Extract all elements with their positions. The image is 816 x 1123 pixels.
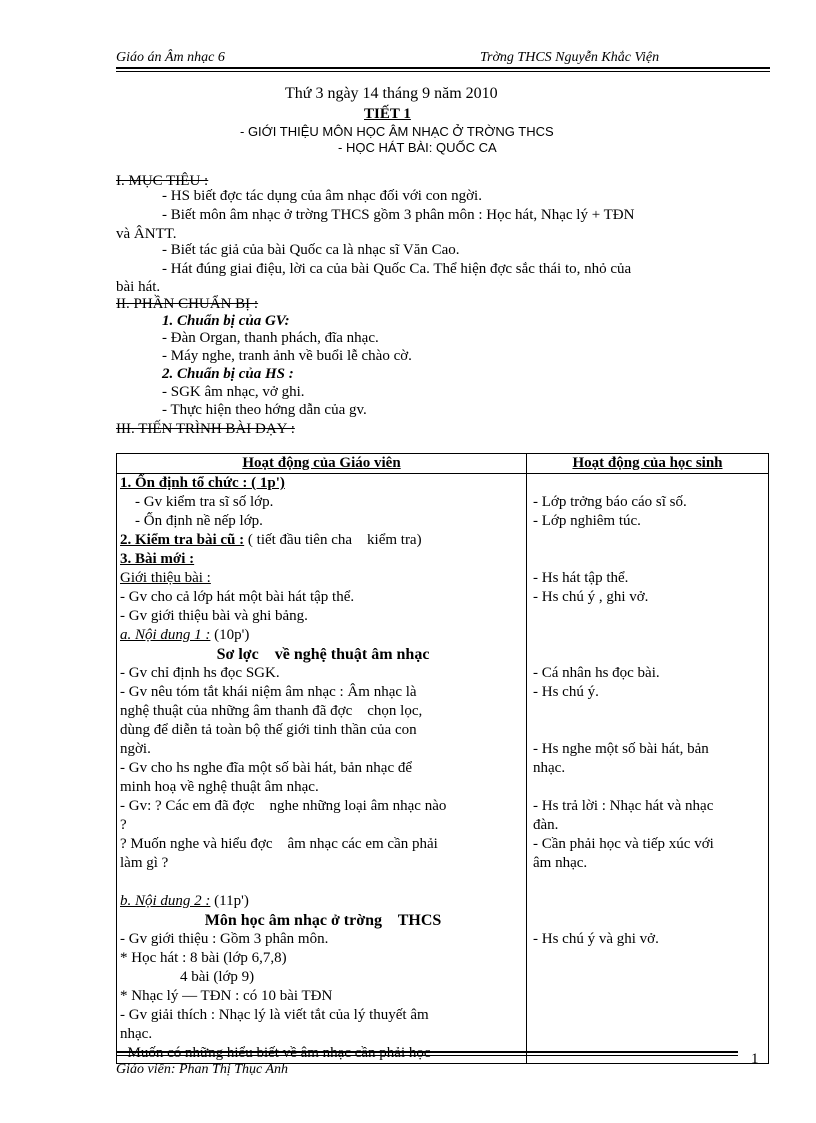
student-activity-line bbox=[533, 778, 768, 797]
teacher-activity-line: 1. Ổn định tổ chức : ( 1p') bbox=[120, 475, 285, 491]
teacher-activity-line: nhạc. bbox=[120, 1026, 153, 1042]
student-prep-item: - SGK âm nhạc, vở ghi. bbox=[162, 384, 305, 400]
student-activity-line: - Cá nhân hs đọc bài. bbox=[533, 665, 660, 681]
student-activity-line bbox=[533, 550, 768, 569]
teacher-activity-line: ngời. bbox=[120, 741, 151, 757]
teacher-activity-line: - Gv cho cả lớp hát một bài hát tập thể. bbox=[120, 589, 355, 605]
student-column-header: Hoạt động của học sinh bbox=[527, 454, 769, 474]
student-activity-line bbox=[533, 911, 768, 930]
student-activity-line bbox=[533, 702, 768, 721]
student-activity-line: - Hs nghe một số bài hát, bản bbox=[533, 741, 709, 757]
student-activity-line: - Lớp nghiêm túc. bbox=[533, 513, 641, 529]
lesson-plan-body bbox=[117, 474, 769, 1064]
teacher-activity-line: Môn học âm nhạc ở trờng THCS bbox=[204, 912, 442, 929]
lesson-title-1: - GIỚI THIỆU MÔN HỌC ÂM NHẠC Ở TRỜNG THCS bbox=[240, 124, 554, 139]
student-activity-line bbox=[533, 607, 768, 626]
teacher-activity-line: - Gv cho hs nghe đĩa một số bài hát, bản nhạc để bbox=[120, 760, 413, 776]
preparation-heading: II. PHẦN CHUẨN BỊ : bbox=[116, 296, 259, 312]
student-activity-line bbox=[533, 645, 768, 664]
teacher-activity-line: - Ổn định nề nếp lớp. bbox=[120, 513, 263, 529]
teacher-prep-heading: 1. Chuẩn bị của GV: bbox=[162, 313, 290, 329]
teacher-prep-item: - Máy nghe, tranh ảnh về buổi lễ chào cờ. bbox=[162, 348, 412, 364]
student-activity-line: đàn. bbox=[533, 817, 559, 833]
teacher-activity-line: dùng để diễn tả toàn bộ thế giới tinh thần của con bbox=[120, 722, 417, 738]
student-activity-line bbox=[533, 1044, 768, 1063]
objective-item: - HS biết đợc tác dụng của âm nhạc đối với con ngời. bbox=[162, 188, 482, 204]
student-activity-line bbox=[533, 1025, 768, 1044]
footer-rule-thin bbox=[116, 1055, 738, 1056]
header-right: Trờng THCS Nguyễn Khắc Viện bbox=[480, 50, 660, 65]
teacher-activity-line: Giới thiệu bài : bbox=[120, 570, 211, 586]
teacher-activity-line: b. Nội dung 2 : (11p') bbox=[120, 893, 249, 909]
page-number: 1 bbox=[751, 1051, 759, 1067]
objective-item: - Biết môn âm nhạc ở trờng THCS gồm 3 phân môn : Học hát, Nhạc lý + TĐN bbox=[162, 207, 635, 223]
teacher-column-header: Hoạt động của Giáo viên bbox=[117, 454, 527, 474]
teacher-activity-line: ? bbox=[120, 817, 127, 833]
teacher-activity-line: 2. Kiểm tra bài cũ : ( tiết đầu tiên cha kiểm tra) bbox=[120, 532, 422, 548]
teacher-activity-line: - Gv nêu tóm tắt khái niệm âm nhạc : Âm nhạc là bbox=[120, 684, 417, 700]
footer-rule bbox=[116, 1051, 738, 1053]
student-activity-line: - Hs chú ý , ghi vở. bbox=[533, 589, 649, 605]
teacher-activity-line: * Học hát : 8 bài (lớp 6,7,8) bbox=[120, 950, 287, 966]
teacher-activity-line: Muốn có những hiểu biết về âm nhạc cần phải học bbox=[120, 1045, 431, 1061]
lesson-number: TIẾT 1 bbox=[364, 106, 411, 122]
student-prep-item: - Thực hiện theo hớng dẫn của gv. bbox=[162, 402, 367, 418]
objective-item: - Hát đúng giai điệu, lời ca của bài Quốc Ca. Thể hiện đợc sắc thái to, nhỏ của bbox=[162, 261, 632, 277]
teacher-activity-line bbox=[120, 873, 526, 892]
date-line: Thứ 3 ngày 14 tháng 9 năm 2010 bbox=[285, 85, 498, 102]
teacher-activity-line: - Gv giới thiệu bài và ghi bảng. bbox=[120, 608, 308, 624]
teacher-activities bbox=[117, 474, 527, 1064]
student-activity-line bbox=[533, 968, 768, 987]
header-left: Giáo án Âm nhạc 6 bbox=[116, 50, 225, 65]
student-activities bbox=[527, 474, 769, 1064]
teacher-activity-line: làm gì ? bbox=[120, 855, 169, 871]
objective-item: - Biết tác giả của bài Quốc ca là nhạc sĩ Văn Cao. bbox=[162, 242, 460, 258]
student-activity-line bbox=[533, 892, 768, 911]
teacher-activity-line: minh hoạ về nghệ thuật âm nhạc. bbox=[120, 779, 319, 795]
student-activity-line bbox=[533, 873, 768, 892]
student-activity-line: - Cần phải học và tiếp xúc với bbox=[533, 836, 714, 852]
header-rule bbox=[116, 67, 770, 69]
student-activity-line bbox=[533, 949, 768, 968]
teacher-activity-line: Sơ lợc về nghệ thuật âm nhạc bbox=[216, 646, 430, 663]
teacher-activity-line: a. Nội dung 1 : (10p') bbox=[120, 627, 250, 643]
student-activity-line: - Hs chú ý và ghi vở. bbox=[533, 931, 659, 947]
teacher-activity-line: * Nhạc lý — TĐN : có 10 bài TĐN bbox=[120, 988, 333, 1004]
objectives-heading: I. MỤC TIÊU : bbox=[116, 173, 209, 189]
student-activity-line: - Hs chú ý. bbox=[533, 684, 599, 700]
teacher-prep-item: - Đàn Organ, thanh phách, đĩa nhạc. bbox=[162, 330, 379, 346]
student-activity-line: âm nhạc. bbox=[533, 855, 588, 871]
student-activity-line: - Hs trả lời : Nhạc hát và nhạc bbox=[533, 798, 714, 814]
teacher-activity-line: nghệ thuật của những âm thanh đã đợc chọn lọc, bbox=[120, 703, 423, 719]
lesson-plan-table bbox=[116, 453, 769, 1064]
teacher-activity-line: - Gv giải thích : Nhạc lý là viết tắt của lý thuyết âm bbox=[120, 1007, 429, 1023]
student-activity-line bbox=[533, 1006, 768, 1025]
student-activity-line bbox=[533, 474, 768, 493]
procedure-heading: III. TIẾN TRÌNH BÀI DẠY : bbox=[116, 421, 295, 437]
student-activity-line bbox=[533, 721, 768, 740]
teacher-activity-line: - Gv chỉ định hs đọc SGK. bbox=[120, 665, 280, 681]
header-rule-thin bbox=[116, 71, 770, 72]
student-activity-line: nhạc. bbox=[533, 760, 566, 776]
footer-teacher: Giáo viên: Phan Thị Thục Anh bbox=[116, 1062, 289, 1077]
teacher-activity-line: - Gv: ? Các em đã đợc nghe những loại âm nhạc nào bbox=[120, 798, 447, 814]
teacher-activity-line: 4 bài (lớp 9) bbox=[120, 969, 255, 985]
student-activity-line: - Hs hát tập thể. bbox=[533, 570, 629, 586]
student-prep-heading: 2. Chuẩn bị của HS : bbox=[162, 366, 294, 382]
objective-item: và ÂNTT. bbox=[116, 226, 177, 242]
student-activity-line: - Lớp trởng báo cáo sĩ số. bbox=[533, 494, 687, 510]
teacher-activity-line: - Gv giới thiệu : Gồm 3 phân môn. bbox=[120, 931, 329, 947]
teacher-activity-line: ? Muốn nghe và hiểu đợc âm nhạc các em cần phải bbox=[120, 836, 438, 852]
teacher-activity-line: - Gv kiểm tra sĩ số lớp. bbox=[120, 494, 274, 510]
lesson-title-2: - HỌC HÁT BÀI: QUỐC CA bbox=[338, 140, 497, 155]
teacher-activity-line: 3. Bài mới : bbox=[120, 551, 195, 567]
student-activity-line bbox=[533, 626, 768, 645]
student-activity-line bbox=[533, 531, 768, 550]
student-activity-line bbox=[533, 987, 768, 1006]
objective-item: bài hát. bbox=[116, 279, 161, 295]
